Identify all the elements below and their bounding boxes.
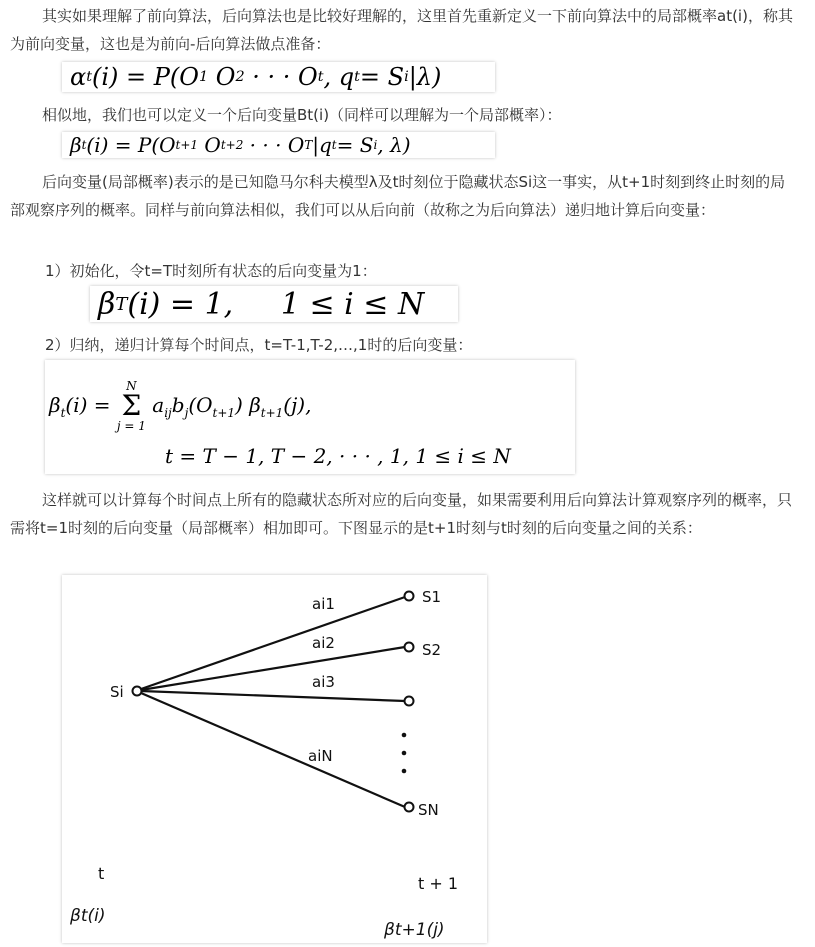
ellipsis-dot <box>402 769 407 774</box>
edge-2 <box>141 647 405 690</box>
backward-explain-paragraph: 后向变量(局部概率)表示的是已知隐马尔科夫模型λ及t时刻位于隐藏状态Si这一事实，从t+1时刻到终止时刻的局部观察序列的概率。同样与前向算法相似，我们可以从后向前（故称之为后向算法）递归地计算后向变量： <box>10 173 786 219</box>
backward-relation-diagram <box>62 575 487 943</box>
edge-label-2: ai2 <box>312 634 335 652</box>
source-state-label: Si <box>110 683 124 701</box>
edge-label-3: ai3 <box>312 673 335 691</box>
edge-label-n: aiN <box>308 747 333 765</box>
beta-label-right: βt+1(j) <box>384 920 445 940</box>
target-node-n <box>405 803 414 812</box>
step-init: 1）初始化，令t=T时刻所有状态的后向变量为1： <box>45 262 377 280</box>
ellipsis-dot <box>402 733 407 738</box>
induction-formula: $\beta_t(i)$ = N Σ j = 1 $a_{ij}b_j(O_{t+1})$ $\beta_{t+1}(j)$, t = T − 1, T − 2, · · · , 1, 1 ≤ i ≤ N <box>45 360 575 474</box>
beta-label-left: βt(i) <box>70 906 106 926</box>
target-label-n: SN <box>418 801 439 819</box>
time-label-t: t <box>98 864 105 883</box>
forward-variable-formula: α t (i) = P(O 1 O 2 · · · O t , q t = S i |λ) <box>62 62 495 92</box>
target-label-2: S2 <box>422 641 442 659</box>
time-label-t-plus-1: t + 1 <box>418 874 459 893</box>
ellipsis-dot <box>402 751 407 756</box>
target-node-2 <box>405 643 414 652</box>
edge-n <box>141 693 405 807</box>
init-formula: β T (i) = 1, 1 ≤ i ≤ N <box>90 286 458 322</box>
backward-variable-formula: β t (i) = P(O t+1 O t+2 · · · O T |q t = S i , λ) <box>62 132 495 158</box>
target-node-3 <box>405 697 414 706</box>
target-label-1: S1 <box>422 588 442 606</box>
conclusion-paragraph: 这样就可以计算每个时间点上所有的隐藏状态所对应的后向变量，如果需要利用后向算法计算观察序列的概率，只需将t=1时刻的后向变量（局部概率）相加即可。下图显示的是t+1时刻与t时刻的后向变量之间的关系： <box>10 491 793 537</box>
edge-label-1: ai1 <box>312 595 335 613</box>
source-node <box>133 687 142 696</box>
intro-paragraph: 其实如果理解了前向算法，后向算法也是比较好理解的，这里首先重新定义一下前向算法中的局部概率at(i)，称其为前向变量，这也是为前向-后向算法做点准备： <box>10 7 793 53</box>
edge-3 <box>141 691 405 701</box>
step-induction: 2）归纳，递归计算每个时间点，t=T-1,T-2,…,1时的后向变量： <box>45 336 473 354</box>
target-node-1 <box>405 592 414 601</box>
backward-def-paragraph: 相似地，我们也可以定义一个后向变量Bt(i)（同样可以理解为一个局部概率）： <box>42 106 562 124</box>
edge-1 <box>141 597 405 689</box>
